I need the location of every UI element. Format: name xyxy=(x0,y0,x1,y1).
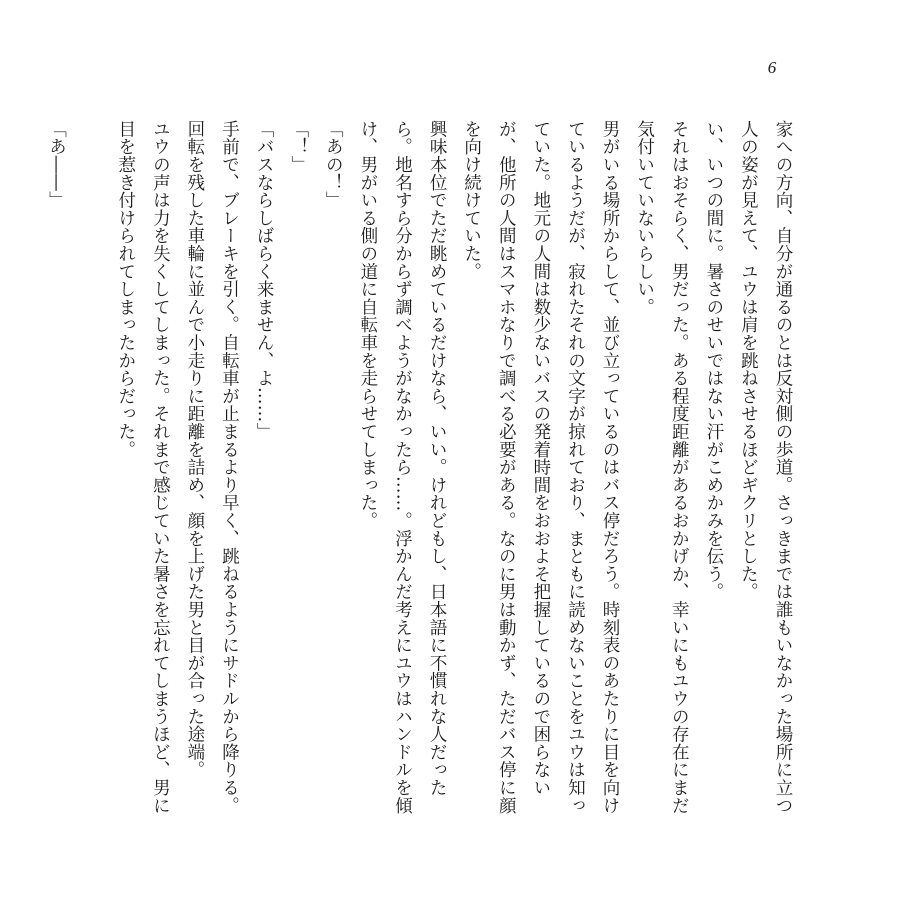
paragraph: それはおそらく、男だった。ある程度距離があるおかげか、幸いにもユウの存在にまだ気付いていないらしい。 xyxy=(634,120,690,815)
page-number: 6 xyxy=(767,58,777,77)
blank-line xyxy=(74,120,109,820)
novel-body-text xyxy=(39,120,800,820)
paragraph: 回転を残した車輪に並んで小走りに距離を詰め、顔を上げた男と目が合った途端。 xyxy=(184,120,205,779)
dialogue-line: 「！」 xyxy=(288,120,309,174)
paragraph: 家への方向、自分が通るのとは反対側の歩道。さっきまでは誰もいなかった場所に立つ人の姿が見えて、ユウは肩を跳ねさせるほどギクリとした。 xyxy=(738,120,793,815)
paragraph: 手前で、ブレーキを引く。自転車が止まるより早く、跳ねるようにサドルから降りる。 xyxy=(219,120,240,815)
paragraph: ユウの声は力を失くしてしまった。それまで感じていた暑さを忘れてしまうほど、男に目を惹き付けられてしまったからだった。 xyxy=(115,120,171,815)
dialogue-line: 「あの！」 xyxy=(323,120,344,209)
dialogue-line: 「バスならしばらく来ません、よ……」 xyxy=(254,120,275,441)
dialogue-line: 「あ――」 xyxy=(46,120,67,209)
paragraph: 男がいる場所からして、並び立っているのはバス停だろう。時刻表のあたりに目を向けているようだが、寂れたそれの文字が掠れており、まともに読めないことをユウは知っていた。地元の人間は数少ないバスの発着時間をおおよそ把握しているので困らないが、他所の人間はスマホなりで調べる必要がある。なのに男は動かず、ただバス停に顔を向け続けていた。 xyxy=(461,120,621,815)
paragraph: い、いつの間に。暑さのせいではない汗がこめかみを伝う。 xyxy=(703,120,724,601)
paragraph: 興味本位でただ眺めているだけなら、いい。けれどもし、日本語に不慣れな人だったら。地名すら分からず調べようがなかったら……。浮かんだ考えにユウはハンドルを傾け、男がいる側の道に自転車を走らせてしまった。 xyxy=(357,120,448,815)
